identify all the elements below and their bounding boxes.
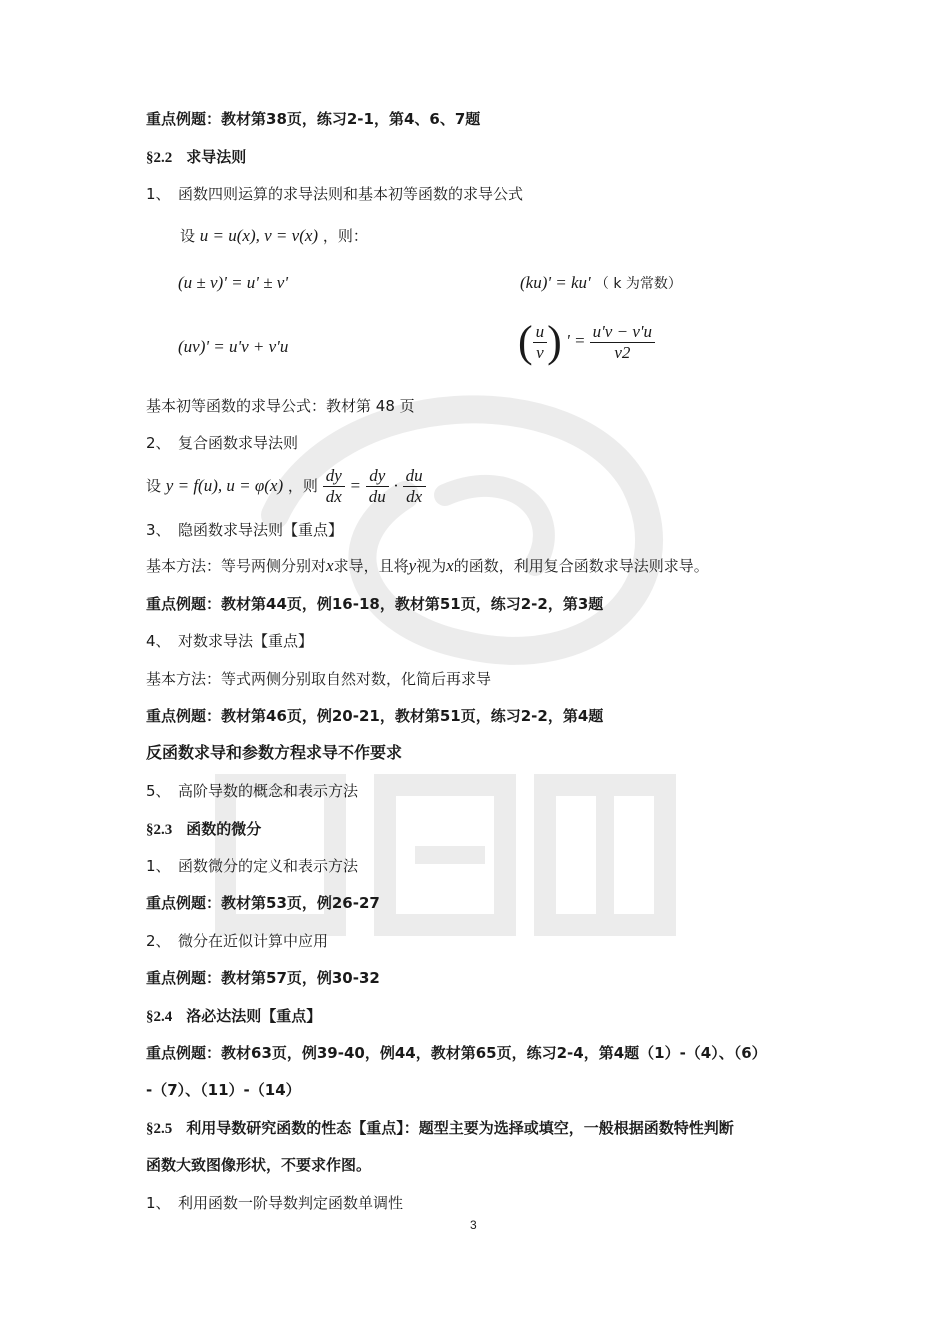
formula-right: ' = ku' <box>547 273 591 292</box>
item-number: 1、 <box>146 1194 171 1212</box>
du-dx-fraction <box>403 466 426 507</box>
item-text: 复合函数求导法则 <box>178 434 299 452</box>
item-text: 微分在近似计算中应用 <box>178 932 329 950</box>
text-part: 的函数，利用复合函数求导法则求导。 <box>453 557 709 575</box>
math-y: y <box>408 556 417 575</box>
set-prefix: 设 <box>180 227 196 245</box>
denominator: dx <box>325 487 342 506</box>
numerator: du <box>403 466 426 487</box>
example-line-8a: 重点例题：教材63页，例39-40，例44，教材第65页，练习2-4，第4题（1）-（4）、（6） <box>146 1044 767 1062</box>
list-item-6 <box>146 855 358 877</box>
formula-constant <box>520 272 682 295</box>
formula-left: (u ± v) <box>178 273 224 292</box>
log-method: 基本方法：等式两侧分别取自然对数，化简后再求导 <box>146 670 492 688</box>
item-number: 1、 <box>146 857 171 875</box>
list-item-3 <box>146 519 343 541</box>
section-title: 函数的微分 <box>186 820 262 838</box>
denominator: v <box>536 342 544 362</box>
math-x: x <box>446 556 454 575</box>
item-number: 3、 <box>146 521 171 539</box>
item-text: 函数四则运算的求导法则和基本初等函数的求导公式 <box>178 185 524 203</box>
list-item-5 <box>146 780 358 802</box>
right-paren: ) <box>547 317 562 366</box>
section-heading-2-4 <box>146 1005 321 1028</box>
numerator: u'v − v'u <box>590 322 655 343</box>
denominator: du <box>368 487 386 506</box>
example-line-8b: -（7）、（11）-（14） <box>146 1081 301 1099</box>
text-part: 视为 <box>416 557 447 575</box>
section-number: §2.3 <box>146 822 173 838</box>
quotient-fraction <box>533 322 548 363</box>
dy-dx-fraction <box>323 466 345 507</box>
section-title: 求导法则 <box>186 148 247 166</box>
formula-right: ' = u' ± v' <box>223 273 288 292</box>
equals: ' = <box>566 330 586 350</box>
chain-rule-line <box>146 466 426 507</box>
numerator: dy <box>323 466 345 487</box>
section-heading-2-2 <box>146 146 246 169</box>
formula-left: (ku) <box>520 273 548 292</box>
item-number: 1、 <box>146 185 171 203</box>
section-2-5-continuation: 函数大致图像形状，不要求作图。 <box>146 1156 372 1174</box>
section-title: 利用导数研究函数的性态【重点】：题型主要为选择或填空，一般根据函数特性判断 <box>186 1119 734 1137</box>
equals: = <box>349 476 361 495</box>
item-text: 对数求导法【重点】 <box>178 632 314 650</box>
implicit-method <box>146 555 709 577</box>
section-number: §2.5 <box>146 1121 173 1137</box>
item-number: 5、 <box>146 782 171 800</box>
basic-formula-reference: 基本初等函数的求导公式：教材第 48 页 <box>146 397 415 415</box>
definition-line <box>180 225 368 247</box>
formula-note: （ k 为常数） <box>594 276 682 292</box>
example-line-7: 重点例题：教材第57页，例30-32 <box>146 969 380 987</box>
section-number: §2.2 <box>146 150 173 166</box>
section-heading-2-3 <box>146 818 261 841</box>
set-math: y = f(u), u = φ(x) <box>165 476 284 495</box>
denominator: v2 <box>614 342 631 362</box>
not-required-note: 反函数求导和参数方程求导不作要求 <box>146 743 403 762</box>
dy-du-fraction <box>366 466 389 507</box>
formula-product <box>178 336 288 358</box>
example-line-3: 重点例题：教材第44页，例16-18，教材第51页，练习2-2，第3题 <box>146 595 604 613</box>
item-number: 2、 <box>146 932 171 950</box>
section-heading-2-5 <box>146 1117 734 1140</box>
list-item-1 <box>146 183 523 205</box>
item-text: 隐函数求导法则【重点】 <box>178 521 344 539</box>
list-item-2 <box>146 432 298 454</box>
formula-sum <box>178 272 288 294</box>
numerator: u <box>533 322 548 343</box>
set-suffix: ，则： <box>322 227 368 245</box>
item-text: 利用函数一阶导数判定函数单调性 <box>178 1194 404 1212</box>
left-paren: ( <box>518 317 533 366</box>
formula-left: (uv) <box>178 337 206 356</box>
set-middle: ，则 <box>287 477 318 495</box>
list-item-4 <box>146 630 313 652</box>
set-prefix: 设 <box>146 477 162 495</box>
page-number: 3 <box>470 1218 477 1232</box>
section-title: 洛必达法则【重点】 <box>186 1007 322 1025</box>
text-part: 求导，且将 <box>333 557 409 575</box>
denominator: dx <box>406 487 423 506</box>
item-number: 2、 <box>146 434 171 452</box>
formula-quotient <box>518 317 655 366</box>
set-math: u = u(x), v = v(x) <box>199 226 319 245</box>
dot: · <box>393 476 398 495</box>
text-part: 基本方法：等号两侧分别对 <box>146 557 327 575</box>
example-line-6: 重点例题：教材第53页，例26-27 <box>146 894 380 912</box>
item-text: 高阶导数的概念和表示方法 <box>178 782 359 800</box>
formula-right: ' = u'v + v'u <box>205 337 289 356</box>
list-item-8 <box>146 1192 403 1214</box>
section-number: §2.4 <box>146 1009 173 1025</box>
example-line-4: 重点例题：教材第46页，例20-21，教材第51页，练习2-2，第4题 <box>146 707 604 725</box>
item-text: 函数微分的定义和表示方法 <box>178 857 359 875</box>
list-item-7 <box>146 930 328 952</box>
numerator: dy <box>366 466 389 487</box>
item-number: 4、 <box>146 632 171 650</box>
math-x: x <box>326 556 334 575</box>
result-fraction <box>590 322 655 363</box>
example-line-1: 重点例题：教材第38页，练习2-1，第4、6、7题 <box>146 110 481 128</box>
